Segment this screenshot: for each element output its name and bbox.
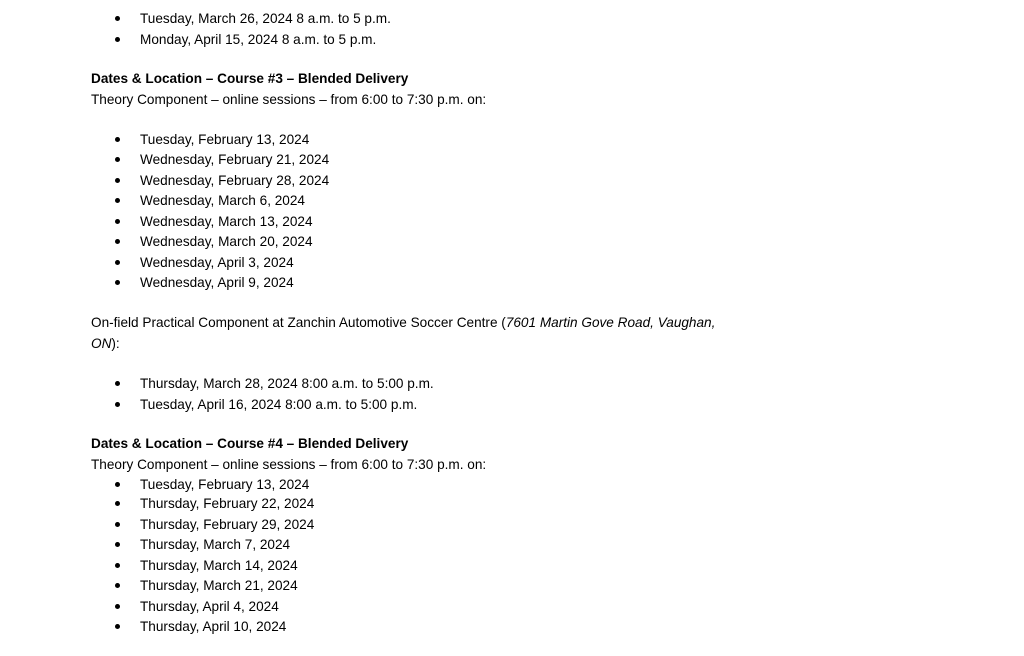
list-item-text: Thursday, February 22, 2024 bbox=[140, 496, 315, 511]
course3-practical-intro-cont bbox=[91, 334, 120, 354]
bullet-icon bbox=[115, 280, 120, 285]
list-item-text: Wednesday, March 6, 2024 bbox=[140, 193, 305, 208]
list-item-text: Tuesday, February 13, 2024 bbox=[140, 132, 310, 147]
list-item-text: Wednesday, March 13, 2024 bbox=[140, 214, 313, 229]
list-item-text: Thursday, April 10, 2024 bbox=[140, 619, 287, 634]
bullet-icon bbox=[115, 482, 120, 487]
bullet-icon bbox=[115, 198, 120, 203]
practical-address: 7601 Martin Gove Road, Vaughan, bbox=[505, 315, 716, 330]
course4-theory-intro: Theory Component – online sessions – from 6:00 to 7:30 p.m. on: bbox=[91, 457, 487, 472]
bullet-icon bbox=[115, 381, 120, 386]
list-item-text: Tuesday, April 16, 2024 8:00 a.m. to 5:00 p.m. bbox=[140, 397, 418, 412]
list-item-text: Wednesday, March 20, 2024 bbox=[140, 234, 313, 249]
bullet-icon bbox=[115, 137, 120, 142]
course3-theory-intro: Theory Component – online sessions – from 6:00 to 7:30 p.m. on: bbox=[91, 92, 487, 107]
bullet-icon bbox=[115, 219, 120, 224]
list-item-text: Wednesday, February 21, 2024 bbox=[140, 152, 330, 167]
list-item-text: Thursday, March 28, 2024 8:00 a.m. to 5:00 p.m. bbox=[140, 376, 434, 391]
list-item-text: Tuesday, February 13, 2024 bbox=[140, 477, 310, 492]
bullet-icon bbox=[115, 239, 120, 244]
list-item-text: Thursday, March 21, 2024 bbox=[140, 578, 298, 593]
course3-heading: Dates & Location – Course #3 – Blended Delivery bbox=[91, 71, 409, 86]
list-item-text: Thursday, March 7, 2024 bbox=[140, 537, 291, 552]
practical-address-province: ON bbox=[91, 336, 112, 351]
bullet-icon bbox=[115, 583, 120, 588]
list-item-text: Monday, April 15, 2024 8 a.m. to 5 p.m. bbox=[140, 32, 377, 47]
course4-heading: Dates & Location – Course #4 – Blended Delivery bbox=[91, 436, 409, 451]
bullet-icon bbox=[115, 178, 120, 183]
bullet-icon bbox=[115, 542, 120, 547]
list-item-text: Thursday, February 29, 2024 bbox=[140, 517, 315, 532]
list-item-text: Thursday, March 14, 2024 bbox=[140, 558, 298, 573]
bullet-icon bbox=[115, 604, 120, 609]
practical-intro-suffix: ): bbox=[111, 336, 120, 351]
course3-practical-intro bbox=[91, 313, 715, 333]
list-item-text: Wednesday, April 3, 2024 bbox=[140, 255, 294, 270]
list-item-text: Thursday, April 4, 2024 bbox=[140, 599, 279, 614]
practical-intro-text: On-field Practical Component at Zanchin Automotive Soccer Centre ( bbox=[91, 315, 506, 330]
bullet-icon bbox=[115, 522, 120, 527]
bullet-icon bbox=[115, 501, 120, 506]
list-item-text: Wednesday, February 28, 2024 bbox=[140, 173, 330, 188]
list-item-text: Tuesday, March 26, 2024 8 a.m. to 5 p.m. bbox=[140, 11, 391, 26]
bullet-icon bbox=[115, 563, 120, 568]
bullet-icon bbox=[115, 37, 120, 42]
bullet-icon bbox=[115, 624, 120, 629]
list-item-text: Wednesday, April 9, 2024 bbox=[140, 275, 294, 290]
bullet-icon bbox=[115, 402, 120, 407]
bullet-icon bbox=[115, 157, 120, 162]
bullet-icon bbox=[115, 16, 120, 21]
bullet-icon bbox=[115, 260, 120, 265]
